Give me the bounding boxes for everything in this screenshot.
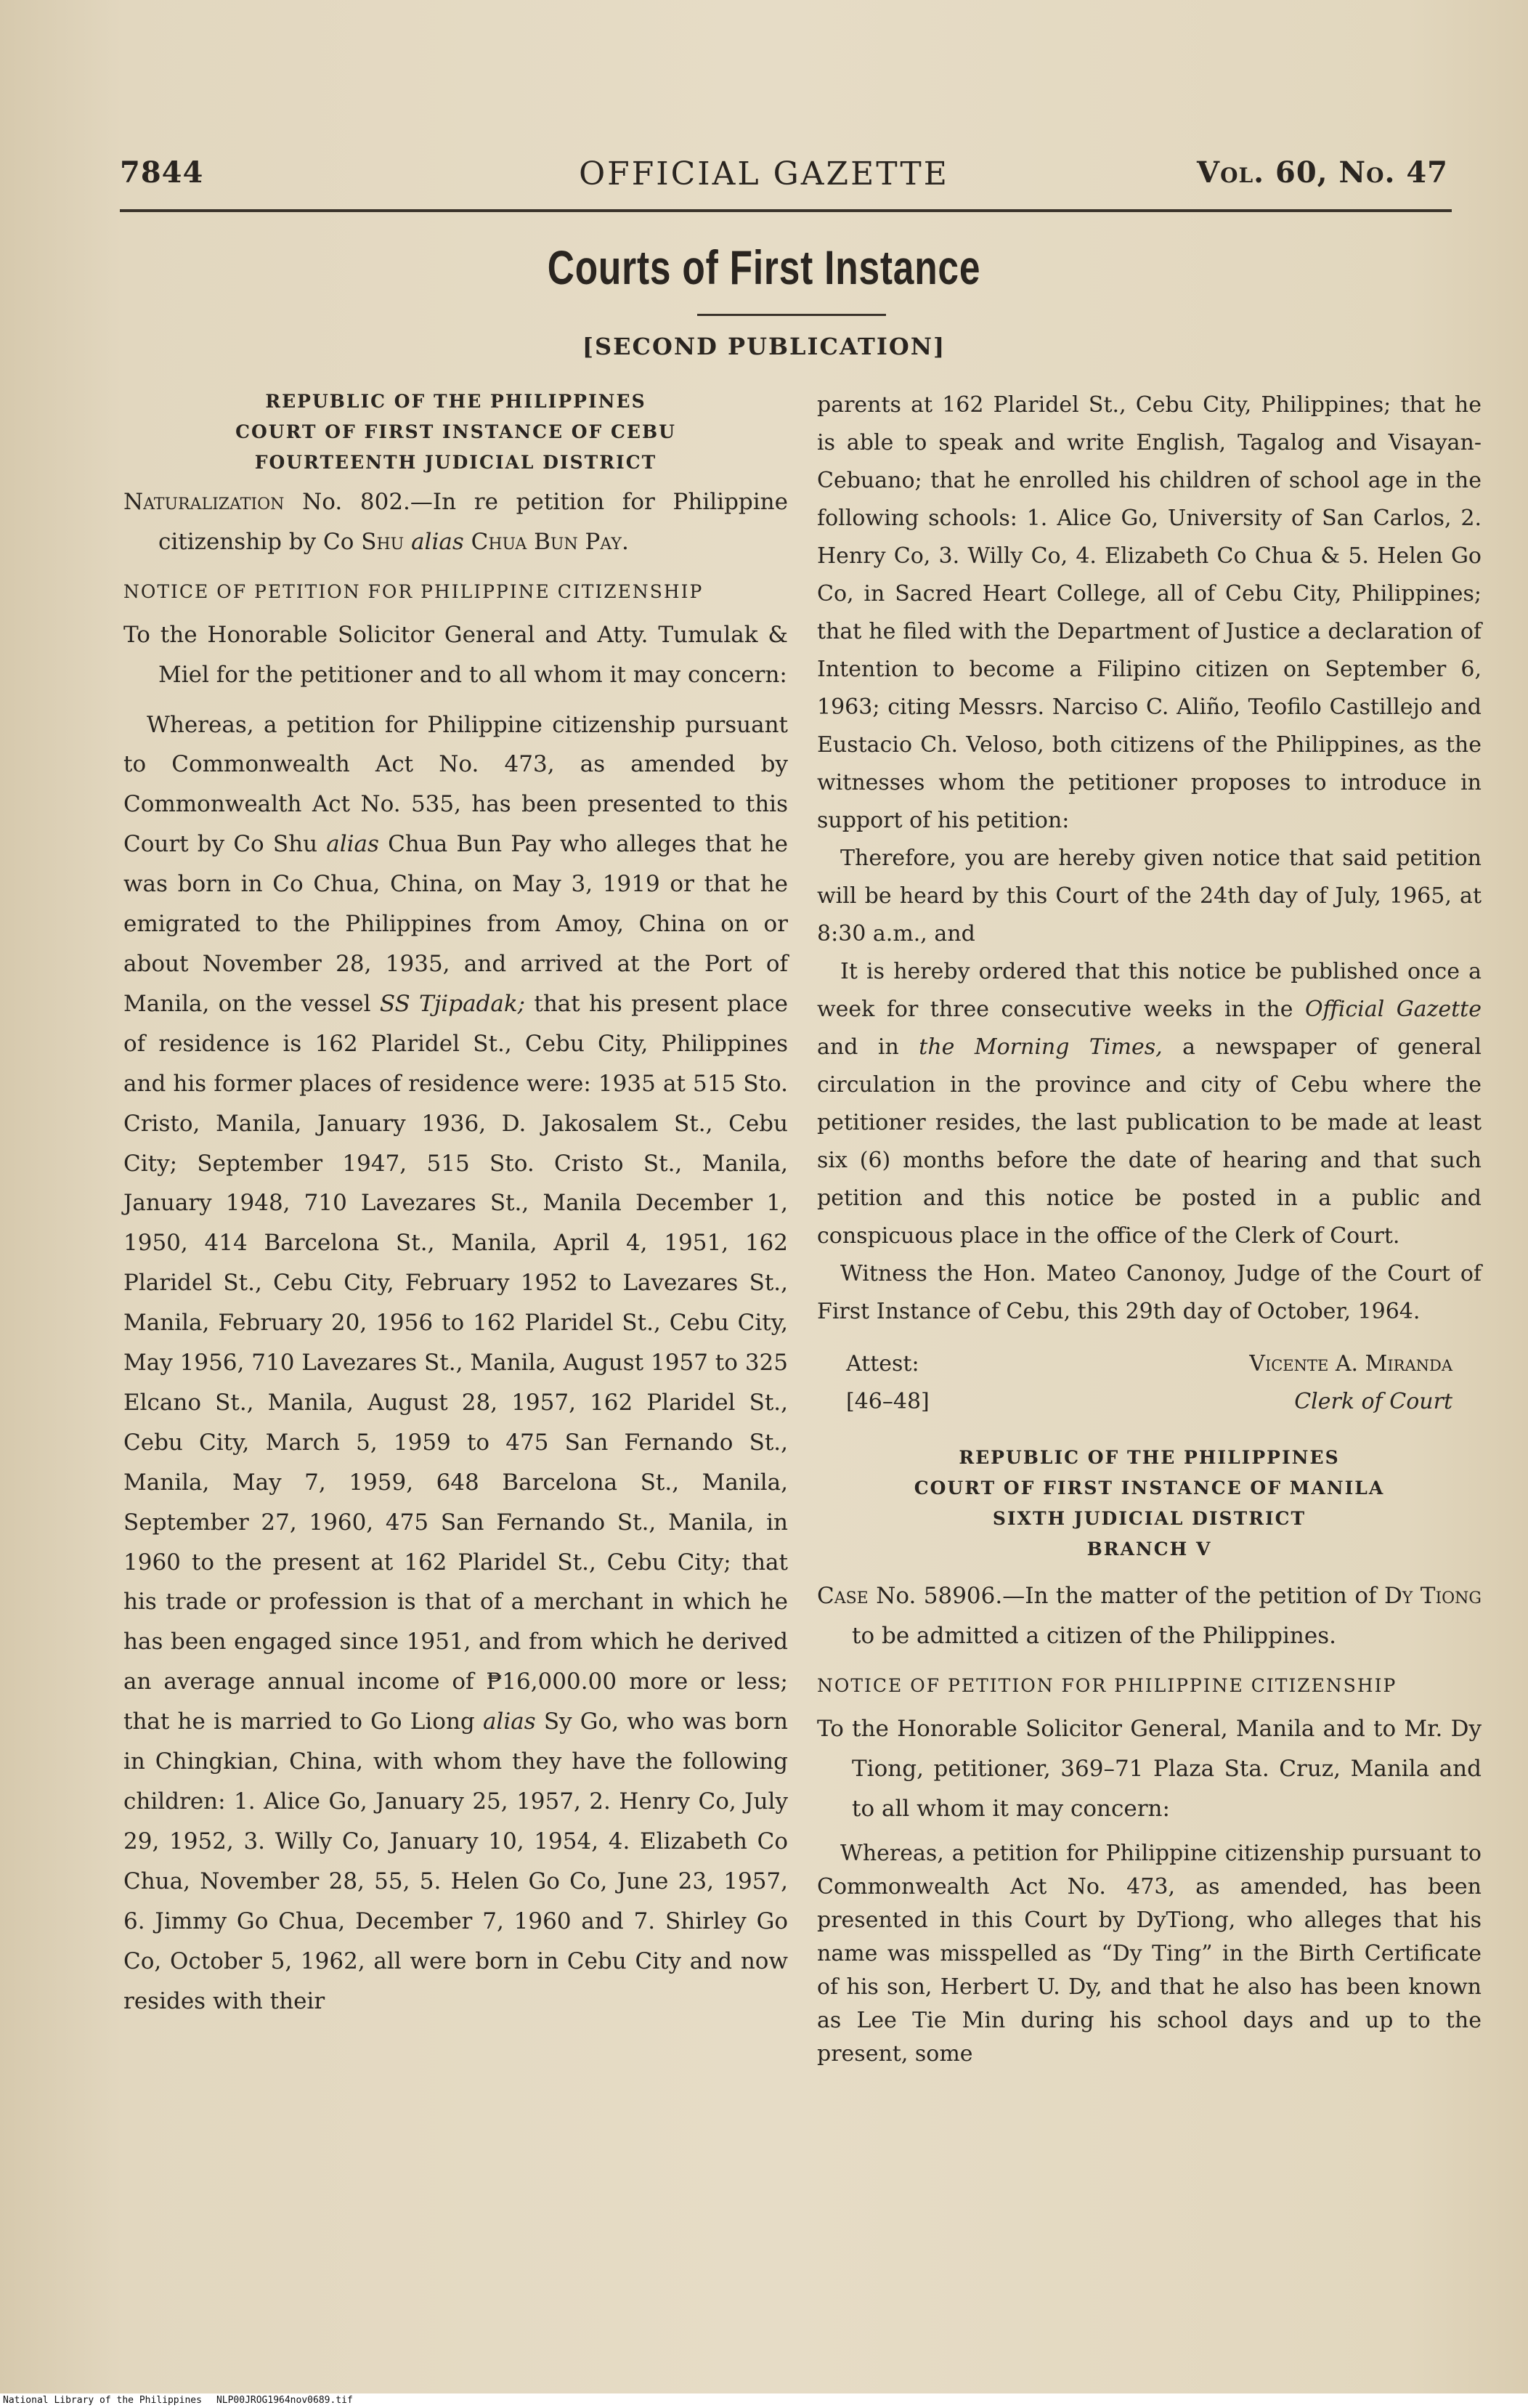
publication-order — [817, 953, 1482, 1255]
body-text: Sy Go, who was born in Chingkian, China, with whom they have the following children: 1. Alice Go, January 25, 1957, 2. Henry Co, July 29, 1952, 3. Willy Co, January 10, 1954, 4. Elizabeth Co Chua, November 28, 55, 5. Helen Go Co, June 23, 1957, 6. Jimmy Go Chua, December 7, 1960 and 7. Shirley Go Co, October 5, 1962, all were born in Cebu City and now resides with their — [123, 1708, 788, 2014]
heading-line: REPUBLIC OF THE PHILIPPINES — [959, 1447, 1340, 1468]
witness-clause: Witness the Hon. Mateo Canonoy, Judge of the Court of First Instance of Cebu, this 29th day of October, 1964. — [817, 1261, 1482, 1324]
file-name: NLP00JROG1964nov0689.tif — [216, 2395, 353, 2406]
order-text: It is hereby ordered that this notice be published once a week for three consecutive weeks in the — [817, 959, 1482, 1022]
header-rule — [120, 209, 1452, 212]
addressee: To the Honorable Solicitor General, Manila and to Mr. Dy Tiong, petitioner, 369–71 Plaza Sta. Cruz, Manila and to all whom it may concern: — [817, 1715, 1482, 1822]
scan-footer — [0, 2393, 1528, 2408]
notice-heading: NOTICE OF PETITION FOR PHILIPPINE CITIZENSHIP — [817, 1674, 1397, 1696]
case-text: to be admitted a citizen of the Philippines. — [852, 1622, 1336, 1649]
notice-heading: NOTICE OF PETITION FOR PHILIPPINE CITIZENSHIP — [123, 580, 704, 602]
heading-line: COURT OF FIRST INSTANCE OF MANILA — [914, 1477, 1385, 1499]
body-text: that his present place of residence is 162 Plaridel St., Cebu City, Philippines and his former places of residence were: 1935 at 515 Sto. Cristo, Manila, January 1936, D. Jakosalem St., Cebu City; September 1947, 515 Sto. Cristo St., Manila, January 1948, 710 Lavezares St., Manila December 1, 1950, 414 Barcelona St., Manila, April 4, 1951, 162 Plaridel St., Cebu City, February 1952 to Lavezares St., Manila, February 20, 1956 to 162 Plaridel St., Cebu City, May 1956, 710 Lavezares St., Manila, August 1957 to 325 Elcano St., Manila, August 28, 1957, 162 Plaridel St., Cebu City, March 5, 1959 to 475 San Fernando St., Manila, May 7, 1959, 648 Barcelona St., Manila, September 27, 1960, 475 San Fernando St., Manila, in 1960 to the present at 162 Plaridel St., Cebu City; that his trade or profession is that of a merchant in which he has been engaged since 1951, and from which he derived an average annual income of ₱16,000.00 more or less; that he is married to Go Liong — [123, 990, 789, 1735]
case-text: No. 58906.—In the matter of the petition of — [868, 1583, 1384, 1609]
case-prefix: Naturalization — [123, 489, 285, 515]
clerk-name: Vicente A. Miranda — [1249, 1351, 1452, 1377]
court-heading-manila — [817, 1443, 1482, 1565]
petitioner-name: Shu — [361, 528, 405, 555]
page-number: 7844 — [120, 155, 204, 190]
right-column — [817, 386, 1482, 2071]
newspaper-name: the Morning Times, — [919, 1034, 1163, 1060]
petitioner-alias: Chua Bun Pay — [471, 528, 622, 555]
petition-body — [123, 705, 788, 2022]
alias-word: alias — [482, 1708, 536, 1735]
publication-title: OFFICIAL GAZETTE — [579, 155, 949, 192]
library-credit: National Library of the Philippines — [3, 2395, 202, 2406]
petition-body-continued: parents at 162 Plaridel St., Cebu City, Philippines; that he is able to speak and write English, Tagalog and Visayan-Cebuano; that he enrolled his children of school age in the following schools: 1. Alice Go, University of San Carlos, 2. Henry Co, 3. Willy Co, 4. Elizabeth Co Chua & 5. Helen Go Co, in Sacred Heart College, all of Cebu City, Philippines; that he filed with the Department of Justice a declaration of Intention to become a Filipino citizen on September 6, 1963; citing Messrs. Narciso C. Aliño, Teofilo Castillejo and Eustacio Ch. Veloso, both citizens of the Philippines, as the witnesses whom the petitioner proposes to introduce in support of his petition: — [817, 392, 1482, 833]
volume-text: Vol. 60, No. 47 — [1197, 155, 1448, 190]
heading-line: FOURTEENTH JUDICIAL DISTRICT — [254, 452, 657, 473]
publication-ref: [46–48] — [846, 1389, 930, 1414]
heading-line: BRANCH V — [1086, 1539, 1212, 1560]
attestation — [817, 1345, 1482, 1421]
case-caption — [817, 1576, 1482, 1656]
heading-line: REPUBLIC OF THE PHILIPPINES — [265, 391, 646, 412]
heading-line: COURT OF FIRST INSTANCE OF CEBU — [235, 421, 676, 442]
alias-word: alias — [326, 831, 379, 858]
publication-label: [SECOND PUBLICATION] — [582, 333, 946, 360]
vessel-name: SS Tjipadak; — [379, 990, 526, 1017]
clerk-title: Clerk of Court — [1294, 1389, 1452, 1414]
attest-label: Attest: — [846, 1351, 919, 1377]
petition-body: Whereas, a petition for Philippine citizenship pursuant to Commonwealth Act No. 473, as amended, has been presented in this Court by DyTiong, who alleges that his name was misspelled as “Dy Ting” in the Birth Certificate of his son, Herbert U. Dy, and that he also has been known as Lee Tie Min during his school days and up to the present, some — [817, 1841, 1482, 2067]
gazette-name: Official Gazette — [1304, 997, 1482, 1022]
hearing-notice: Therefore, you are hereby given notice that said petition will be heard by this Court of the 24th day of July, 1965, at 8:30 a.m., and — [817, 846, 1482, 946]
case-caption: Naturalization No. 802.—In re petition for Philippine citizenship by Co Shu alias Chua Bun Pay. — [123, 489, 788, 555]
case-text: No. 802.—In re petition for Philippine citizenship by Co — [158, 489, 788, 555]
section-title: Courts of First Instance — [547, 240, 981, 294]
order-text: and in — [817, 1034, 919, 1060]
body-text: Chua Bun Pay who alleges that he was born in Co Chua, China, on May 3, 1919 or that he emigrated to the Philippines from Amoy, China on or about November 28, 1935, and arrived at the Port of Manila, on the vessel — [123, 831, 789, 1017]
court-heading-cebu — [123, 386, 788, 478]
heading-line: SIXTH JUDICIAL DISTRICT — [992, 1508, 1306, 1529]
title-rule — [697, 314, 886, 316]
body-text: Whereas, a petition for Philippine citizenship pursuant to Commonwealth Act No. 473, as amended by Commonwealth Act No. 535, has been presented to this Court by Co Shu — [123, 711, 788, 858]
volume-label — [1197, 155, 1448, 190]
case-prefix: Case — [817, 1583, 869, 1609]
alias-word: alias — [411, 528, 464, 555]
order-text: a newspaper of general circulation in the province and city of Cebu where the petitioner resides, the last publication to be made at least six (6) months before the date of hearing and that such petition and this notice be posted in a public and conspicuous place in the office of the Clerk of Court. — [817, 1034, 1482, 1249]
left-column — [123, 386, 788, 2021]
petitioner-name: Dy Tiong — [1383, 1583, 1482, 1609]
addressee: To the Honorable Solicitor General and Atty. Tumulak & Miel for the petitioner and to all whom it may concern: — [123, 621, 788, 688]
